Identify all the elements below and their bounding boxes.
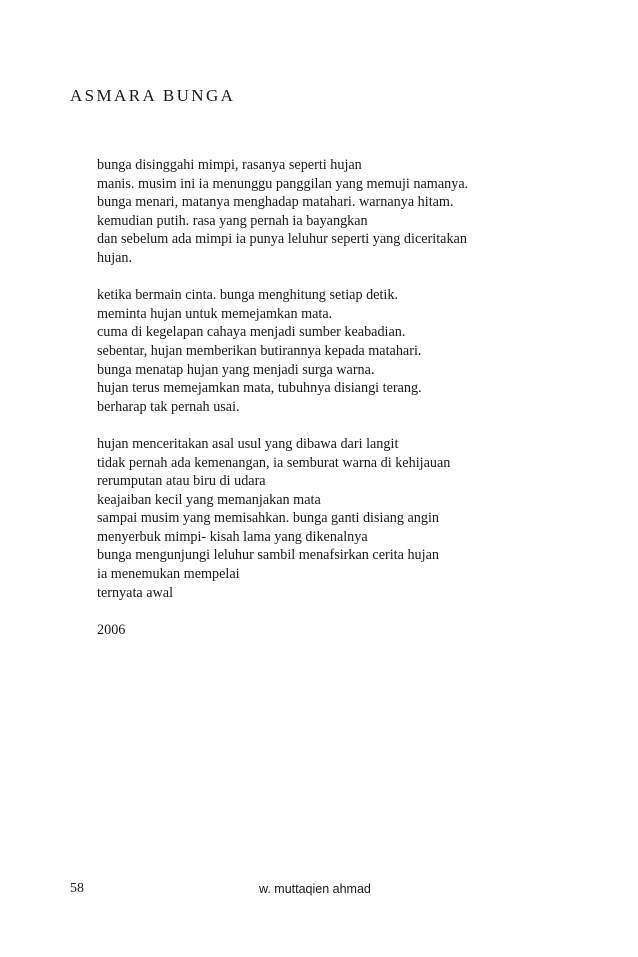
- poem-line: sampai musim yang memisahkan. bunga ganti disiang angin: [97, 510, 440, 527]
- poem-line: dan sebelum ada mimpi ia punya leluhur seperti yang diceritakan: [97, 231, 467, 248]
- poem-line: cuma di kegelapan cahaya menjadi sumber keabadian.: [97, 324, 406, 341]
- poem-line: keajaiban kecil yang memanjakan mata: [97, 491, 321, 508]
- poem-line: hujan.: [97, 249, 133, 266]
- poem-line: ketika bermain cinta. bunga menghitung setiap detik.: [97, 287, 399, 304]
- poem-line: bunga menari, matanya menghadap matahari. warnanya hitam.: [97, 194, 454, 211]
- poem-line: berharap tak pernah usai.: [97, 398, 240, 415]
- poem-title: ASMARA BUNGA: [70, 86, 236, 105]
- stanza-2: [97, 286, 468, 416]
- poem-line: rerumputan atau biru di udara: [97, 473, 266, 490]
- poem-body: [97, 156, 468, 639]
- page-number: 58: [70, 881, 84, 896]
- poem-line: ia menemukan mempelai: [97, 566, 240, 583]
- author-footer: w. muttaqien ahmad: [259, 882, 371, 896]
- poem-line: kemudian putih. rasa yang pernah ia bayangkan: [97, 212, 368, 229]
- poem-line: ternyata awal: [97, 584, 174, 601]
- poem-year: 2006: [97, 621, 126, 638]
- poem-line: menyerbuk mimpi- kisah lama yang dikenalnya: [97, 528, 368, 545]
- poem-line: hujan terus memejamkan mata, tubuhnya disiangi terang.: [97, 380, 422, 397]
- stanza-3: [97, 435, 468, 602]
- stanza-1: [97, 156, 468, 268]
- poem-line: bunga mengunjungi leluhur sambil menafsirkan cerita hujan: [97, 547, 439, 564]
- poem-line: hujan menceritakan asal usul yang dibawa dari langit: [97, 435, 399, 452]
- poem-line: bunga menatap hujan yang menjadi surga warna.: [97, 361, 375, 378]
- poem-line: bunga disinggahi mimpi, rasanya seperti hujan: [97, 157, 362, 173]
- poem-line: manis. musim ini ia menunggu panggilan yang memuji namanya.: [97, 175, 469, 192]
- poem-line: tidak pernah ada kemenangan, ia semburat warna di kehijauan: [97, 454, 451, 471]
- poem-line: meminta hujan untuk memejamkan mata.: [97, 305, 333, 322]
- poem-line: sebentar, hujan memberikan butirannya kepada matahari.: [97, 342, 422, 359]
